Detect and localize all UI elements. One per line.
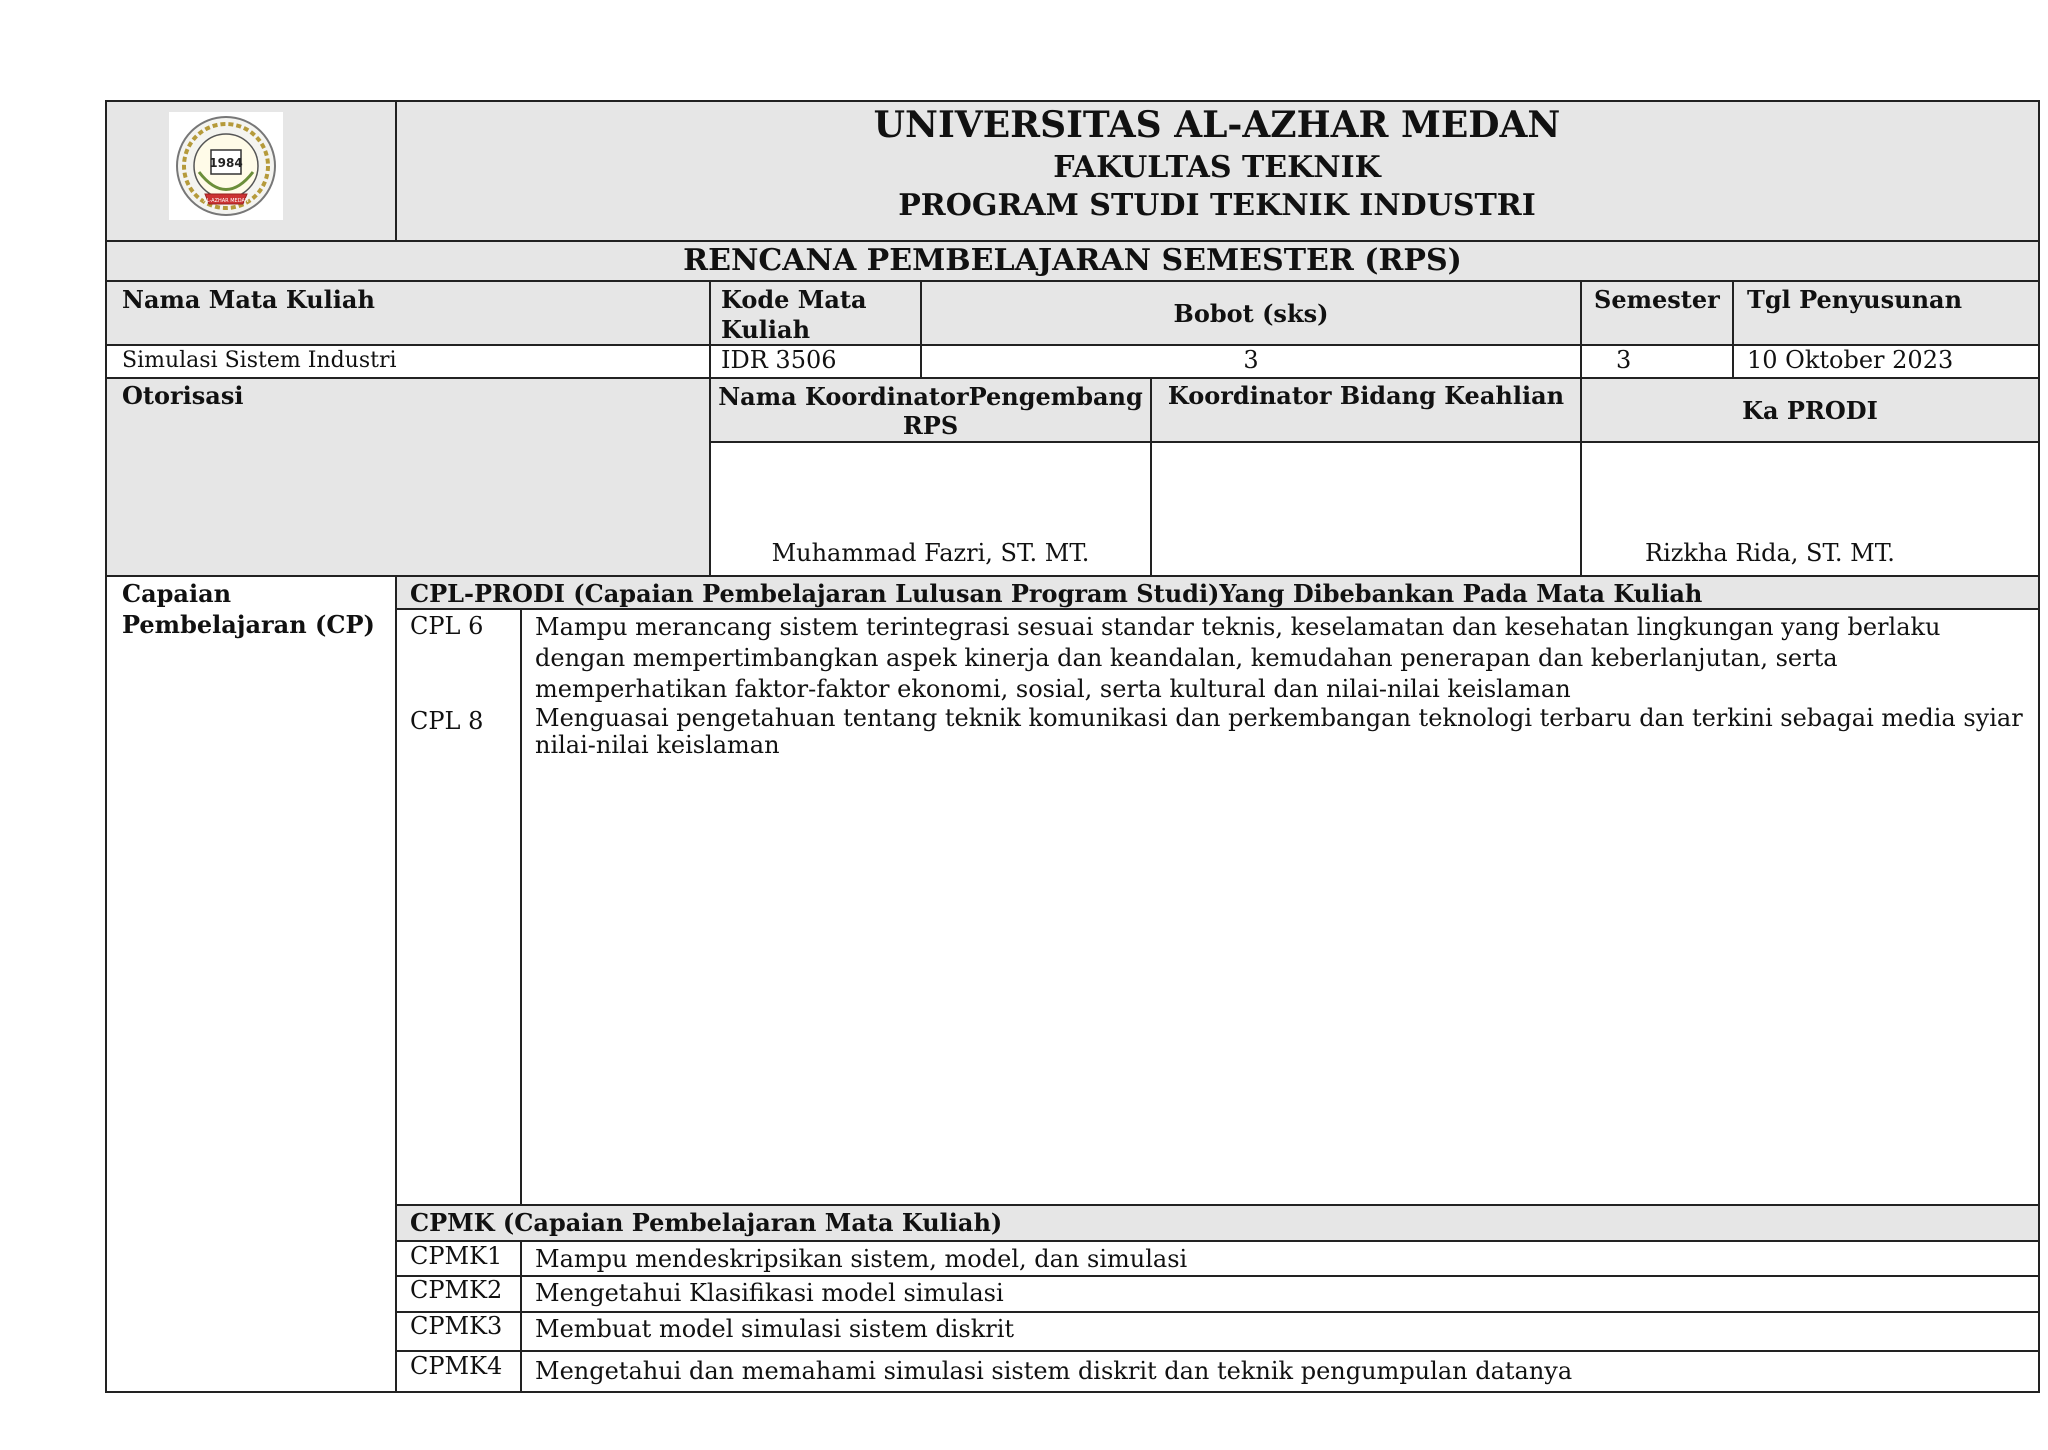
cpl-code: CPL 6 bbox=[410, 612, 484, 640]
divider bbox=[1732, 282, 1734, 379]
semester-value: 3 bbox=[1616, 346, 1632, 374]
university-logo bbox=[169, 112, 283, 220]
weight-label: Bobot (sks) bbox=[1173, 299, 1329, 328]
cpl-code: CPL 8 bbox=[410, 707, 484, 735]
coordinator-label-line1: Nama KoordinatorPengembang bbox=[718, 382, 1143, 411]
coordinator-label-line2: RPS bbox=[902, 411, 959, 440]
course-name-label: Nama Mata Kuliah bbox=[122, 285, 375, 314]
cpmk-code: CPMK3 bbox=[410, 1312, 503, 1340]
divider bbox=[520, 1242, 522, 1391]
weight-value: 3 bbox=[1243, 346, 1259, 374]
authorization-label: Otorisasi bbox=[122, 381, 244, 410]
faculty-name: FAKULTAS TEKNIK bbox=[1053, 150, 1381, 185]
divider bbox=[709, 441, 2038, 443]
program-name: PROGRAM STUDI TEKNIK INDUSTRI bbox=[898, 188, 1536, 223]
cpmk-text: Mengetahui Klasifikasi model simulasi bbox=[535, 1279, 1004, 1307]
cpmk-header: CPMK (Capaian Pembelajaran Mata Kuliah) bbox=[410, 1208, 1003, 1237]
cpmk-code: CPMK1 bbox=[410, 1242, 503, 1270]
date-value: 10 Oktober 2023 bbox=[1747, 346, 1954, 374]
cpl-header: CPL-PRODI (Capaian Pembelajaran Lulusan Program Studi)Yang Dibebankan Pada Mata Kuliah bbox=[410, 579, 1703, 608]
cpl-text: Mampu merancang sistem terintegrasi sesuai standar teknis, keselamatan dan kesehatan lingkungan yang berlaku dengan mempertimbangkan aspek kinerja dan keandalan, kemudahan penerapan dan keberlanjutan, serta memperhatikan faktor-faktor ekonomi, sosial, serta kultural dan nilai-nilai keislaman bbox=[535, 613, 1941, 703]
divider bbox=[396, 1275, 2038, 1277]
course-code-value: IDR 3506 bbox=[721, 346, 837, 374]
cpmk-text: Mengetahui dan memahami simulasi sistem diskrit dan teknik pengumpulan datanya bbox=[535, 1357, 1573, 1385]
svg-text:1984: 1984 bbox=[209, 156, 243, 170]
date-label: Tgl Penyusunan bbox=[1747, 285, 1963, 314]
divider bbox=[520, 610, 522, 1206]
cpmk-text: Mampu mendeskripsikan sistem, model, dan simulasi bbox=[535, 1245, 1188, 1273]
coordinator-name: Muhammad Fazri, ST. MT. bbox=[771, 539, 1090, 567]
cpmk-text: Membuat model simulasi sistem diskrit bbox=[535, 1315, 1015, 1343]
course-code-label-line2: Kuliah bbox=[721, 315, 811, 344]
semester-label: Semester bbox=[1594, 285, 1720, 314]
course-code-label-line1: Kode Mata bbox=[721, 285, 867, 314]
divider bbox=[107, 280, 2038, 282]
university-name: UNIVERSITAS AL-AZHAR MEDAN bbox=[873, 104, 1561, 146]
head-of-program-name: Rizkha Rida, ST. MT. bbox=[1645, 539, 1895, 567]
divider bbox=[396, 1204, 2038, 1206]
cpmk-code: CPMK4 bbox=[410, 1352, 503, 1380]
cpl-text: Menguasai pengetahuan tentang teknik komunikasi dan perkembangan teknologi terbaru dan terkini sebagai media syiar nilai-nilai keislaman bbox=[535, 704, 2023, 759]
cp-label-line2: Pembelajaran (CP) bbox=[122, 610, 375, 639]
cpmk-code: CPMK2 bbox=[410, 1276, 503, 1304]
divider bbox=[396, 1350, 2038, 1352]
page-title: RENCANA PEMBELAJARAN SEMESTER (RPS) bbox=[683, 243, 1462, 278]
rps-table bbox=[105, 100, 2040, 1393]
svg-text:AL-AZHAR MEDAN: AL-AZHAR MEDAN bbox=[203, 198, 249, 204]
divider bbox=[396, 608, 2038, 610]
divider bbox=[1580, 282, 1582, 379]
divider bbox=[396, 1240, 2038, 1242]
divider bbox=[396, 1311, 2038, 1313]
cp-label-cell bbox=[107, 577, 396, 1391]
cp-label-line1: Capaian bbox=[122, 579, 232, 608]
divider bbox=[395, 577, 397, 1391]
field-coordinator-label: Koordinator Bidang Keahlian bbox=[1167, 381, 1565, 410]
logo-emblem-icon bbox=[169, 112, 283, 220]
divider bbox=[107, 377, 2038, 379]
head-of-program-label: Ka PRODI bbox=[1742, 396, 1878, 425]
course-name-value: Simulasi Sistem Industri bbox=[122, 348, 397, 373]
